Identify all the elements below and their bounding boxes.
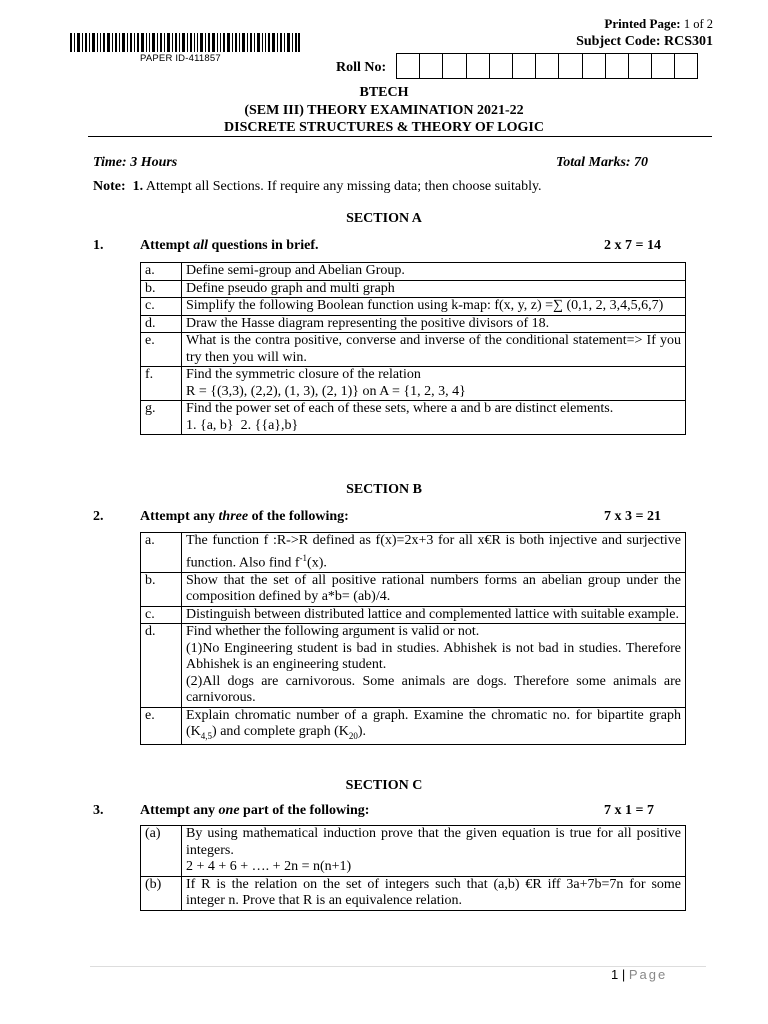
- item-line: 2 + 4 + 6 + …. + 2n = n(n+1): [186, 859, 352, 874]
- note-label: Note:: [93, 179, 126, 194]
- roll-no-boxes: [396, 53, 698, 79]
- superscript: -1: [299, 552, 308, 563]
- roll-no-box: [629, 54, 652, 78]
- page-word: Page: [628, 967, 668, 982]
- item-text: [182, 533, 686, 573]
- item-key: a.: [141, 263, 182, 281]
- table-row: [141, 707, 686, 745]
- item-text: [182, 401, 686, 435]
- question-3-instruction: [140, 803, 369, 819]
- roll-no-box: [490, 54, 513, 78]
- roll-no-box: [559, 54, 582, 78]
- table-row: [141, 315, 686, 333]
- table-row: [141, 826, 686, 877]
- roll-no-box: [467, 54, 490, 78]
- table-row: [141, 263, 686, 281]
- item-line: ).: [357, 724, 367, 740]
- item-line: 1. {a, b} 2. {{a},b}: [186, 417, 299, 433]
- section-c-title: SECTION C: [345, 778, 423, 793]
- instr-text: questions in brief.: [211, 238, 319, 253]
- roll-no-label: Roll No:: [336, 60, 387, 75]
- item-text: Define semi-group and Abelian Group.: [182, 263, 686, 281]
- question-2-instruction: [140, 509, 349, 525]
- section-b-table: [140, 532, 686, 745]
- roll-no-box: [583, 54, 606, 78]
- table-row: [141, 533, 686, 573]
- item-text: Show that the set of all positive rational numbers forms an abelian group under the composition defined by a*b= (ab)/4.: [182, 572, 686, 606]
- exam-title: (SEM III) THEORY EXAMINATION 2021-22: [244, 103, 524, 118]
- subject-code: Subject Code: RCS301: [576, 34, 713, 49]
- roll-no-box: [675, 54, 698, 78]
- table-row: [141, 876, 686, 910]
- instr-text: part of the following:: [243, 803, 370, 818]
- item-key: d.: [141, 315, 182, 333]
- question-1-marks: 2 x 7 = 14: [604, 238, 661, 253]
- table-row: [141, 572, 686, 606]
- instr-text: of the following:: [251, 509, 349, 524]
- item-key: f.: [141, 367, 182, 401]
- table-row: [141, 606, 686, 624]
- item-line: Find whether the following argument is valid or not.: [186, 624, 480, 640]
- item-text: Simplify the following Boolean function using k-map: f(x, y, z) =∑ (0,1, 2, 3,4,5,6,7): [182, 298, 686, 316]
- item-key: e.: [141, 707, 182, 745]
- printed-page-value: 1 of 2: [683, 17, 713, 31]
- table-row: [141, 298, 686, 316]
- item-line: (x).: [307, 555, 327, 571]
- item-text: [182, 624, 686, 708]
- subscript: 20: [348, 730, 358, 741]
- roll-no-box: [420, 54, 443, 78]
- program-title: BTECH: [359, 85, 409, 100]
- roll-no-box: [652, 54, 675, 78]
- table-row: [141, 333, 686, 367]
- printed-page-label: Printed Page:: [604, 16, 681, 31]
- item-text: If R is the relation on the set of integers such that (a,b) €R iff 3a+7b=7n for some integer n. Prove that R is an equivalence relation.: [182, 876, 686, 910]
- item-key: d.: [141, 624, 182, 708]
- roll-no-box: [536, 54, 559, 78]
- instr-emphasis: all: [193, 238, 209, 253]
- item-key: (b): [141, 876, 182, 910]
- header-divider: [88, 136, 712, 137]
- item-key: a.: [141, 533, 182, 573]
- question-1-instruction: [140, 238, 319, 254]
- table-row: [141, 280, 686, 298]
- note: [93, 179, 542, 195]
- time-allowed: Time: 3 Hours: [93, 155, 178, 170]
- printed-page: [604, 16, 713, 32]
- page-footer: [611, 967, 667, 982]
- item-key: b.: [141, 280, 182, 298]
- item-text: Distinguish between distributed lattice and complemented lattice with suitable example.: [182, 606, 686, 624]
- item-text: Define pseudo graph and multi graph: [182, 280, 686, 298]
- item-key: c.: [141, 606, 182, 624]
- item-line: (1)No Engineering student is bad in studies. Abhishek is not bad in studies. Therefore Abhishek is an engineering student.: [186, 640, 681, 673]
- note-number: 1.: [132, 179, 144, 194]
- instr-emphasis: one: [218, 803, 240, 818]
- question-2-number: 2.: [93, 509, 104, 524]
- barcode: [70, 33, 300, 52]
- question-2-marks: 7 x 3 = 21: [604, 509, 661, 524]
- item-text: [182, 826, 686, 877]
- item-text: [182, 707, 686, 745]
- item-line: (2)All dogs are carnivorous. Some animals are dogs. Therefore some animals are carnivorous.: [186, 673, 681, 706]
- section-a-table: [140, 262, 686, 435]
- question-3-number: 3.: [93, 803, 104, 818]
- subscript: 4,5: [200, 730, 213, 741]
- item-key: (a): [141, 826, 182, 877]
- instr-text: Attempt any: [140, 509, 216, 524]
- table-row: [141, 401, 686, 435]
- item-line: Explain chromatic number of a graph. Examine the chromatic no. for bipartite graph (K: [186, 707, 681, 740]
- paper-id: PAPER ID-411857: [140, 53, 221, 64]
- question-3-marks: 7 x 1 = 7: [604, 803, 654, 818]
- question-1-number: 1.: [93, 238, 104, 253]
- table-row: [141, 624, 686, 708]
- item-line: By using mathematical induction prove that the given equation is true for all positive integers.: [186, 826, 681, 858]
- section-a-title: SECTION A: [346, 211, 422, 226]
- item-key: c.: [141, 298, 182, 316]
- item-text: Draw the Hasse diagram representing the positive divisors of 18.: [182, 315, 686, 333]
- item-text: What is the contra positive, converse and inverse of the conditional statement=> If you try then you will win.: [182, 333, 686, 367]
- item-line: Find the power set of each of these sets, where a and b are distinct elements.: [186, 401, 614, 416]
- item-key: e.: [141, 333, 182, 367]
- total-marks: Total Marks: 70: [556, 155, 649, 170]
- roll-no-box: [513, 54, 536, 78]
- instr-text: Attempt: [140, 238, 190, 253]
- note-text: Attempt all Sections. If require any missing data; then choose suitably.: [145, 179, 542, 194]
- item-line: The function f :R->R defined as f(x)=2x+3 for all x€R is both injective and surjective function. Also find f: [186, 533, 681, 571]
- roll-no-box: [443, 54, 466, 78]
- roll-no-box: [606, 54, 629, 78]
- section-b-title: SECTION B: [346, 482, 422, 497]
- page-separator: |: [621, 967, 626, 982]
- instr-text: Attempt any: [140, 803, 216, 818]
- item-line: Find the symmetric closure of the relation: [186, 367, 421, 382]
- instr-emphasis: three: [218, 509, 249, 524]
- section-c-table: [140, 825, 686, 911]
- roll-no-box: [397, 54, 420, 78]
- item-line: ) and complete graph (K: [212, 724, 349, 740]
- item-key: b.: [141, 572, 182, 606]
- item-line: R = {(3,3), (2,2), (1, 3), (2, 1)} on A = {1, 2, 3, 4}: [186, 383, 466, 399]
- table-row: [141, 367, 686, 401]
- course-title: DISCRETE STRUCTURES & THEORY OF LOGIC: [224, 120, 544, 135]
- item-key: g.: [141, 401, 182, 435]
- page-number: 1: [611, 967, 619, 982]
- item-text: [182, 367, 686, 401]
